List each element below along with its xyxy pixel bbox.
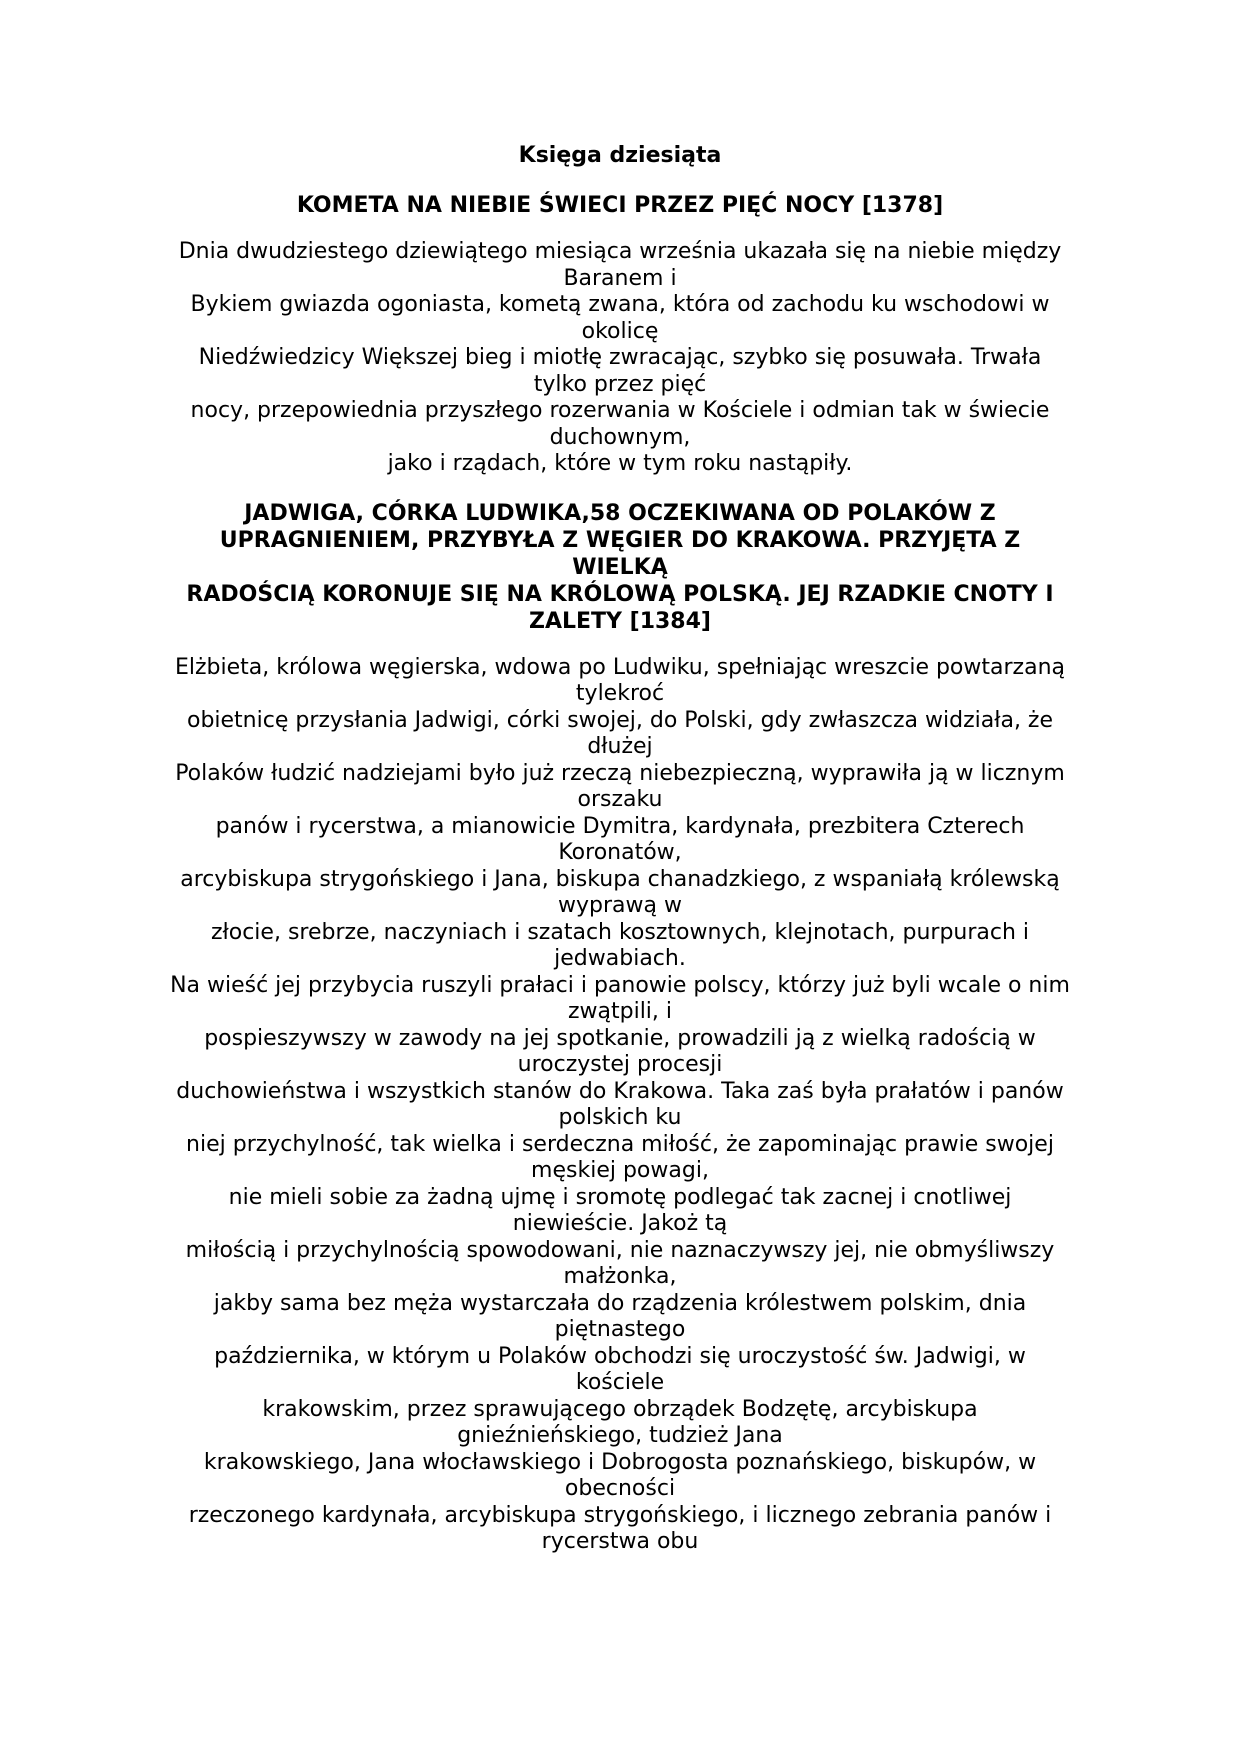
heading-line: JADWIGA, CÓRKA LUDWIKA,58 OCZEKIWANA OD POLAKÓW Z bbox=[244, 500, 996, 526]
heading-line: KOMETA NA NIEBIE ŚWIECI PRZEZ PIĘĆ NOCY [1378] bbox=[296, 193, 944, 218]
paragraph-line: Bykiem gwiazda ogoniasta, kometą zwana, która od zachodu ku wschodowi w bbox=[190, 292, 1050, 317]
section-heading bbox=[140, 192, 1100, 219]
paragraph-line: małżonka, bbox=[563, 1264, 677, 1289]
paragraph-line: kościele bbox=[575, 1370, 665, 1395]
paragraph-line: wyprawą w bbox=[558, 893, 682, 918]
heading-line: WIELKĄ bbox=[572, 554, 668, 580]
paragraph-line: Polaków łudzić nadziejami było już rzeczą niebezpieczną, wyprawiła ją w licznym bbox=[175, 760, 1065, 786]
book-title: Księga dziesiąta bbox=[518, 143, 722, 168]
paragraph-line: października, w którym u Polaków obchodzi się uroczystość św. Jadwigi, w bbox=[214, 1343, 1026, 1369]
paragraph-line: panów i rycerstwa, a mianowicie Dymitra, kardynała, prezbitera Czterech bbox=[215, 813, 1025, 839]
section-paragraph bbox=[140, 239, 1100, 478]
section-heading bbox=[140, 500, 1100, 635]
paragraph-line: Koronatów, bbox=[558, 840, 682, 865]
paragraph-line: niej przychylność, tak wielka i serdeczna miłość, że zapominając prawie swojej bbox=[186, 1131, 1054, 1157]
paragraph-line: orszaku bbox=[577, 787, 663, 812]
paragraph-line: Baranem i bbox=[563, 265, 677, 291]
paragraph-line: jako i rządach, które w tym roku nastąpiły. bbox=[387, 451, 853, 476]
paragraph-line: uroczystej procesji bbox=[517, 1052, 723, 1077]
paragraph-line: nie mieli sobie za żadną ujmę i sromotę podlegać tak zacnej i cnotliwej bbox=[228, 1184, 1012, 1210]
paragraph-line: męskiej powagi, bbox=[531, 1158, 709, 1183]
document-page bbox=[140, 142, 1100, 1578]
paragraph-line: Dnia dwudziestego dziewiątego miesiąca września ukazała się na niebie między bbox=[178, 239, 1062, 264]
heading-line: ZALETY [1384] bbox=[529, 608, 711, 634]
paragraph-line: Elżbieta, królowa węgierska, wdowa po Ludwiku, spełniając wreszcie powtarzaną bbox=[174, 654, 1065, 680]
paragraph-line: krakowskiego, Jana włocławskiego i Dobrogosta poznańskiego, biskupów, w bbox=[203, 1449, 1037, 1475]
paragraph-line: tylko przez pięć bbox=[533, 371, 707, 397]
paragraph-line: gnieźnieńskiego, tudzież Jana bbox=[457, 1423, 783, 1448]
paragraph-line: złocie, srebrze, naczyniach i szatach kosztownych, klejnotach, purpurach i bbox=[210, 919, 1030, 945]
paragraph-line: rzeczonego kardynała, arcybiskupa strygońskiego, i licznego zebrania panów i bbox=[188, 1502, 1052, 1528]
paragraph-line: jedwabiach. bbox=[554, 946, 686, 971]
heading-line: RADOŚCIĄ KORONUJE SIĘ NA KRÓLOWĄ POLSKĄ. JEJ RZADKIE CNOTY I bbox=[186, 581, 1054, 607]
paragraph-line: jakby sama bez męża wystarczała do rządzenia królestwem polskim, dnia bbox=[213, 1290, 1027, 1316]
paragraph-line: Niedźwiedzicy Większej bieg i miotłę zwracając, szybko się posuwała. Trwała bbox=[198, 345, 1042, 370]
paragraph-line: arcybiskupa strygońskiego i Jana, biskupa chanadzkiego, z wspaniałą królewską bbox=[180, 866, 1060, 892]
paragraph-line: polskich ku bbox=[558, 1105, 682, 1130]
document-sections bbox=[140, 192, 1100, 1556]
paragraph-line: miłością i przychylnością spowodowani, nie naznaczywszy jej, nie obmyśliwszy bbox=[185, 1237, 1055, 1263]
paragraph-line: nocy, przepowiednia przyszłego rozerwania w Kościele i odmian tak w świecie bbox=[190, 398, 1050, 423]
paragraph-line: niewieście. Jakoż tą bbox=[512, 1211, 728, 1236]
paragraph-line: dłużej bbox=[587, 734, 653, 759]
paragraph-line: duchowieństwa i wszystkich stanów do Krakowa. Taka zaś była prałatów i panów bbox=[176, 1078, 1064, 1104]
paragraph-line: obietnicę przysłania Jadwigi, córki swojej, do Polski, gdy zwłaszcza widziała, że bbox=[186, 707, 1054, 733]
paragraph-line: tylekroć bbox=[575, 681, 665, 706]
paragraph-line: duchownym, bbox=[549, 424, 691, 450]
paragraph-line: obecności bbox=[564, 1476, 676, 1501]
paragraph-line: piętnastego bbox=[554, 1317, 686, 1342]
paragraph-line: pospieszywszy w zawody na jej spotkanie, prowadzili ją z wielką radością w bbox=[204, 1025, 1036, 1051]
paragraph-line: zwątpili, i bbox=[567, 999, 673, 1024]
paragraph-line: rycerstwa obu bbox=[541, 1529, 699, 1554]
paragraph-line: okolicę bbox=[581, 318, 659, 344]
heading-line: UPRAGNIENIEM, PRZYBYŁA Z WĘGIER DO KRAKOWA. PRZYJĘTA Z bbox=[219, 527, 1021, 553]
paragraph-line: Na wieść jej przybycia ruszyli prałaci i panowie polscy, którzy już byli wcale o nim bbox=[170, 972, 1070, 998]
section-paragraph bbox=[140, 655, 1100, 1556]
paragraph-line: krakowskim, przez sprawującego obrządek Bodzętę, arcybiskupa bbox=[262, 1396, 978, 1422]
